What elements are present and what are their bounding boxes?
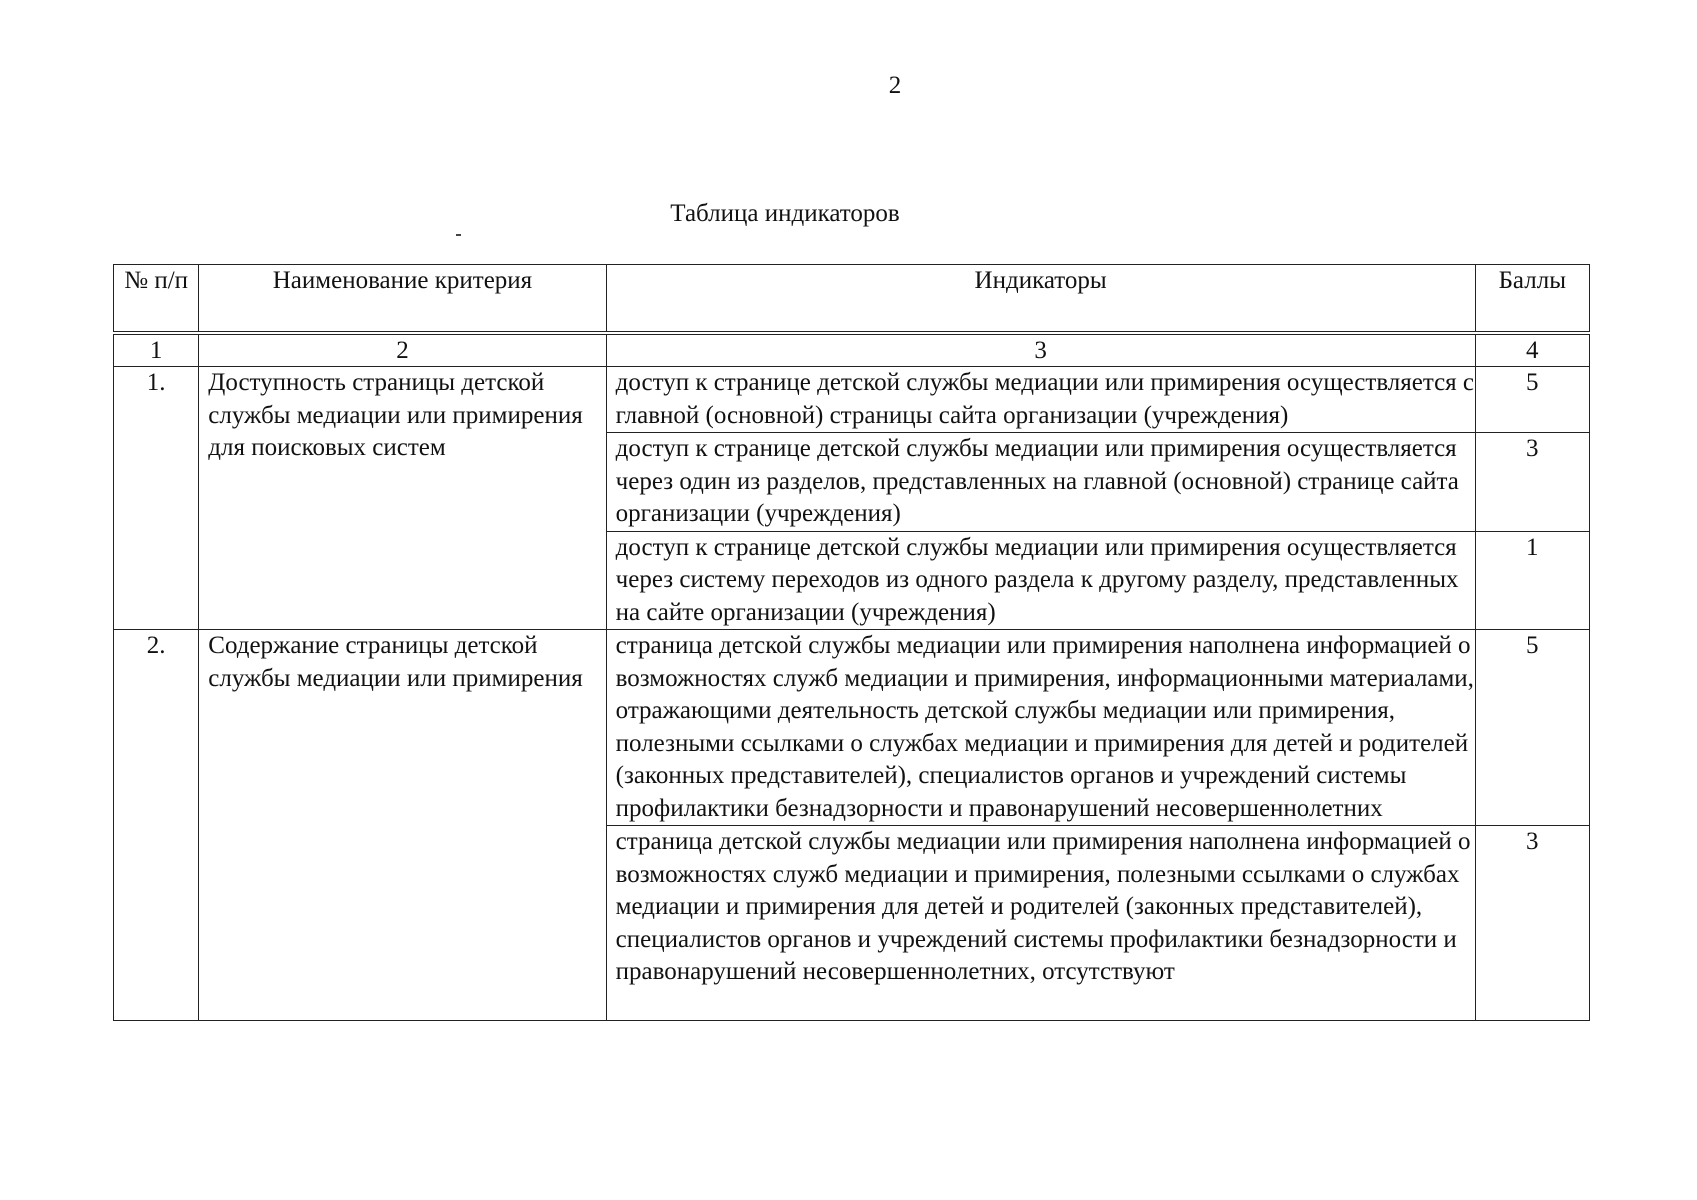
header-indicators: Индикаторы [606,265,1475,334]
score-cell: 1 [1475,531,1589,630]
indicator-table [113,264,1590,1021]
column-number: 4 [1475,333,1589,367]
criterion-cell: Доступность страницы детской службы медиации или примирения для поисковых систем [199,367,606,630]
indicator-cell: доступ к странице детской службы медиации или примирения осуществляется с главной (основной) страницы сайта организации (учреждения) [606,367,1475,433]
row-number: 1. [114,367,199,630]
table-row [114,367,1590,433]
criterion-cell: Содержание страницы детской службы медиации или примирения [199,630,606,1021]
table-title: Таблица индикаторов [670,200,900,227]
header-score: Баллы [1475,265,1589,334]
indicator-cell: страница детской службы медиации или примирения наполнена информацией о возможностях служб медиации и примирения, информационными материалами, отражающими деятельность детской службы медиации или примирения, полезными ссылками о службах медиации и примирения для детей и родителей (законных представителей), специалистов органов и учреждений системы профилактики безнадзорности и правонарушений несовершеннолетних [606,630,1475,826]
table-row [114,630,1590,826]
indicator-cell: доступ к странице детской службы медиации или примирения осуществляется через один из разделов, представленных на главной (основной) странице сайта организации (учреждения) [606,433,1475,532]
header-criterion: Наименование критерия [199,265,606,334]
header-num: № п/п [114,265,199,334]
row-number: 2. [114,630,199,1021]
score-cell: 5 [1475,367,1589,433]
indicator-cell: страница детской службы медиации или примирения наполнена информацией о возможностях служб медиации и примирения, полезными ссылками о службах медиации и примирения для детей и родителей (законных представителей), специалистов органов и учреждений системы профилактики безнадзорности и правонарушений несовершеннолетних, отсутствуют [606,826,1475,1021]
page-number: 2 [888,72,902,99]
scan-mark [456,234,461,236]
column-number: 1 [114,333,199,367]
indicator-cell: доступ к странице детской службы медиации или примирения осуществляется через систему переходов из одного раздела к другому разделу, представленных на сайте организации (учреждения) [606,531,1475,630]
column-number-row [114,333,1590,367]
score-cell: 3 [1475,433,1589,532]
column-number: 2 [199,333,606,367]
table-header-row [114,265,1590,334]
column-number: 3 [606,333,1475,367]
score-cell: 3 [1475,826,1589,1021]
score-cell: 5 [1475,630,1589,826]
